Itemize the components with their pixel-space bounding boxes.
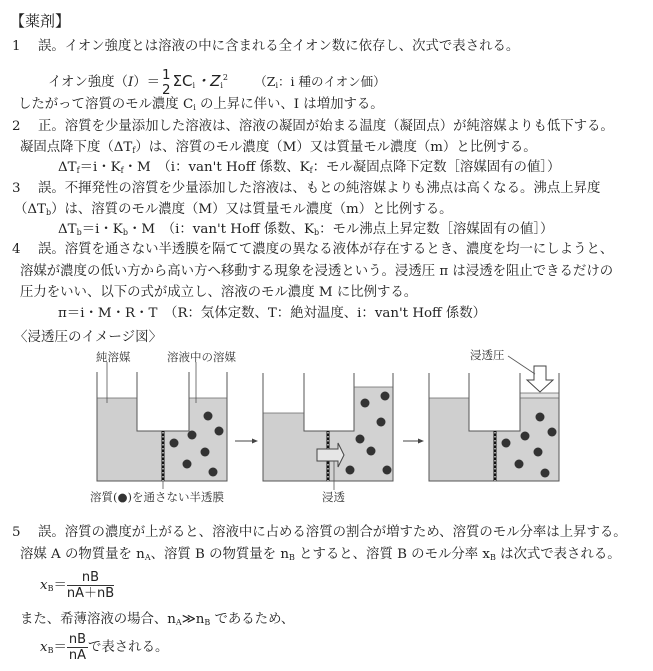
sub: B xyxy=(47,646,54,655)
figure-title: 〈浸透圧のイメージ図〉 xyxy=(14,329,163,345)
text: とすると、溶質 B のモル分率 x xyxy=(294,547,490,562)
frac-num: nB xyxy=(67,570,114,586)
text: ＝i・K xyxy=(79,160,121,175)
item-text: 誤。溶質を通さない半透膜を隔てて濃度の異なる液体が存在するとき、濃度を均一にしようと、 xyxy=(38,242,614,257)
solute-particle xyxy=(209,468,218,477)
item-number: 3 xyxy=(12,181,21,196)
sup: 2 xyxy=(222,73,229,82)
item-number: 5 xyxy=(12,525,21,540)
solute-particle xyxy=(346,466,355,475)
text: の上昇に伴い、I は増加する。 xyxy=(195,97,384,112)
item-5-line-1 xyxy=(12,524,627,542)
piston xyxy=(520,393,559,398)
text: で表される。 xyxy=(88,640,169,655)
text: 凝固点降下度（ΔT xyxy=(20,140,133,155)
label-osmosis: 浸透 xyxy=(322,490,345,504)
sub: B xyxy=(204,618,211,627)
formula-var: I xyxy=(127,75,134,90)
sub: f xyxy=(76,166,80,175)
text: ΔT xyxy=(58,160,77,175)
label-pure-solvent: 純溶媒 xyxy=(96,350,131,364)
sub: A xyxy=(144,553,151,562)
item-text: 正。溶質を少量添加した溶液は、溶液の凝固が始まる温度（凝固点）が純溶媒よりも低下する。 xyxy=(38,119,614,134)
solute-particle xyxy=(381,392,390,401)
sub: f xyxy=(120,166,124,175)
text: ・M （i：van't Hoff 係数、K xyxy=(127,222,314,237)
frac-num: 1 xyxy=(162,67,171,83)
formula-sum: ΣC xyxy=(172,72,193,90)
frac-den: nA＋nB xyxy=(66,586,115,601)
liquid-left xyxy=(263,413,328,481)
text: ）は、溶質のモル濃度（M）又は質量モル濃度（m）と比例する。 xyxy=(51,202,453,217)
sub: i xyxy=(192,81,196,90)
solute-particle xyxy=(521,432,530,441)
fraction xyxy=(67,632,88,663)
dilute-mole-fraction-formula xyxy=(40,632,168,667)
formula-z: ・Z xyxy=(195,72,221,90)
frac-num: nB xyxy=(68,632,87,647)
solute-particle xyxy=(383,466,392,475)
item-text: 誤。イオン強度とは溶液の中に含まれる全イオン数に依存し、次式で表される。 xyxy=(38,39,520,54)
section-heading: 【薬剤】 xyxy=(10,12,71,30)
pointer-line xyxy=(508,356,535,374)
text: したがって溶質のモル濃度 C xyxy=(18,97,194,112)
solute-particle xyxy=(534,448,543,457)
sub: B xyxy=(47,584,54,593)
equals: ＝ xyxy=(53,578,67,593)
solute-particle xyxy=(361,399,370,408)
formula-text: ）＝ xyxy=(133,75,161,90)
sub: i xyxy=(193,103,196,112)
solute-particle xyxy=(377,418,386,427)
solute-particle xyxy=(548,428,557,437)
item-number: 4 xyxy=(12,242,21,257)
frac-den: nA xyxy=(68,648,86,663)
item-text: 誤。溶質の濃度が上がると、溶液中に占める溶質の割合が増すため、溶質のモル分率は上昇する。 xyxy=(38,525,627,540)
sub: b xyxy=(46,208,52,217)
sub: b xyxy=(122,228,128,237)
vessel-inner xyxy=(469,373,520,431)
text: 溶媒 A の物質量を n xyxy=(20,547,145,562)
sub: i xyxy=(220,81,223,90)
solute-particle xyxy=(204,412,213,421)
solute-particle xyxy=(188,431,197,440)
vessel-inner xyxy=(304,373,354,431)
text: ＝i・K xyxy=(81,222,123,237)
item-4-line-2: 溶媒が濃度の低い方から高い方へ移動する現象を浸透という。浸透圧 π は浸透を阻止できるだけの xyxy=(20,264,614,279)
formula-var: x xyxy=(40,578,48,593)
label-membrane: 溶質(●)を通さない半透膜 xyxy=(90,490,225,504)
solute-particle xyxy=(201,448,210,457)
sub: B xyxy=(489,553,496,562)
text: ）は、溶質のモル濃度（M）又は質量モル濃度（m）と比例する。 xyxy=(135,140,537,155)
osmotic-pressure-equation: π＝i・M・R・T （R：気体定数、T：絶対温度、i：van't Hoff 係数） xyxy=(58,306,486,321)
sub: i xyxy=(275,81,279,90)
text: は次式で表される。 xyxy=(495,547,621,562)
note: ：i 種のイオン価） xyxy=(278,74,386,89)
formula-var: x xyxy=(40,640,48,655)
note: （Z xyxy=(254,74,276,89)
text: ・M （i：van't Hoff 係数、K xyxy=(123,160,310,175)
text: ：モル沸点上昇定数［溶媒固有の値］） xyxy=(319,222,554,237)
equals: ＝ xyxy=(53,640,67,655)
frac-den: 2 xyxy=(162,82,171,98)
solute-particle xyxy=(170,439,179,448)
vessel-osmotic-pressure xyxy=(429,356,559,481)
liquid-left xyxy=(97,398,163,481)
sub: f xyxy=(132,146,136,155)
solute-particle xyxy=(536,413,545,422)
item-4-line-3: 圧力をいい、以下の式が成立し、溶液のモル濃度 M に比例する。 xyxy=(20,285,418,300)
arrow-right-icon xyxy=(235,439,258,444)
item-5-line-3 xyxy=(20,611,294,632)
text: ΔT xyxy=(58,222,77,237)
sub: B xyxy=(288,553,295,562)
solute-particle xyxy=(356,435,365,444)
solute-particle xyxy=(502,439,511,448)
down-arrow-icon xyxy=(527,366,553,392)
text: （ΔT xyxy=(14,202,46,217)
sub: b xyxy=(313,228,320,237)
label-osmotic-pressure: 浸透圧 xyxy=(470,348,505,362)
item-5-line-2 xyxy=(20,546,621,567)
text: ≫n xyxy=(181,612,205,627)
vessel-inner xyxy=(137,372,189,431)
vessel-initial xyxy=(97,362,227,489)
sub: b xyxy=(76,228,82,237)
formula-text: イオン強度（ xyxy=(48,75,128,90)
item-number: 2 xyxy=(12,119,21,134)
text: ：モル凝固点降下定数［溶媒固有の値］） xyxy=(312,160,561,175)
item-text: 誤。不揮発性の溶質を少量添加した溶液は、もとの純溶媒よりも沸点は高くなる。沸点上昇度 xyxy=(38,181,601,196)
label-solvent-in-solution: 溶液中の溶媒 xyxy=(167,350,236,364)
solute-particle xyxy=(183,460,192,469)
arrow-right-icon xyxy=(403,439,424,444)
mole-fraction-formula xyxy=(40,570,114,605)
sub: f xyxy=(309,166,313,175)
vessel-osmosis xyxy=(263,373,393,490)
liquid-left xyxy=(429,398,495,481)
sub: A xyxy=(175,618,182,627)
solute-particle xyxy=(515,460,524,469)
text: また、希薄溶液の場合、n xyxy=(20,612,176,627)
text: であるため、 xyxy=(210,612,295,627)
solute-particle xyxy=(367,447,376,456)
solute-particle xyxy=(215,427,224,436)
item-number: 1 xyxy=(12,39,21,54)
solute-particle xyxy=(541,469,550,478)
text: 、溶質 B の物質量を n xyxy=(150,547,289,562)
fraction xyxy=(67,570,114,601)
